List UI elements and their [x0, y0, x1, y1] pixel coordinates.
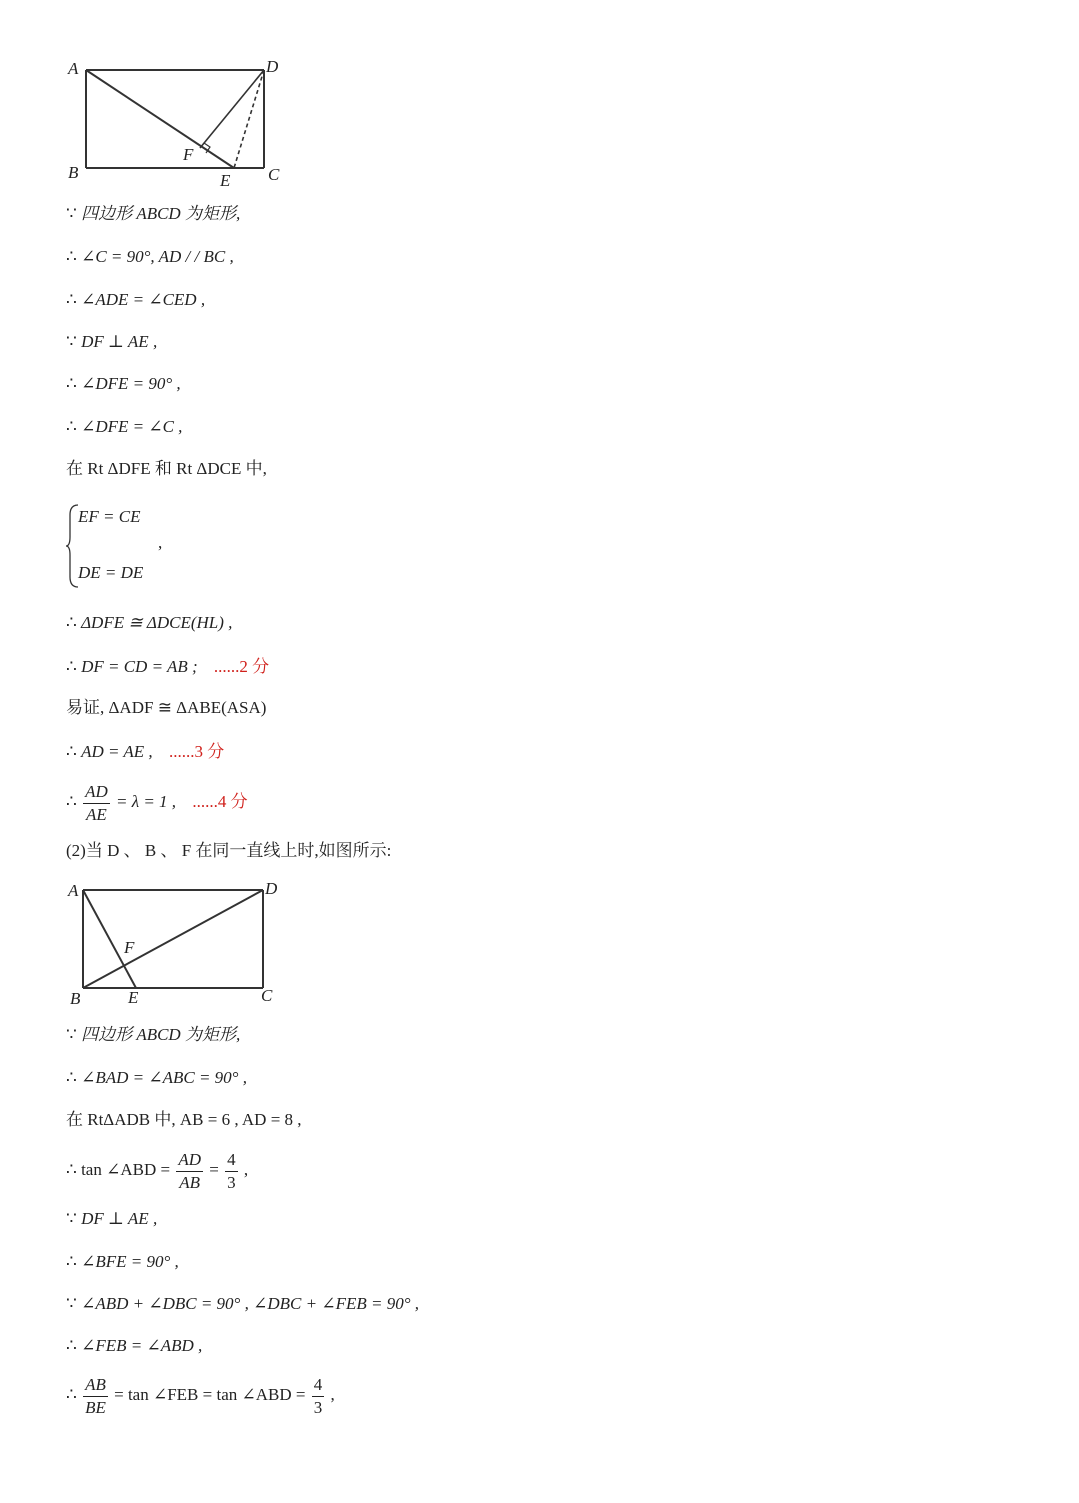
score-note: ......3 分 — [168, 742, 225, 761]
numerator: 4 — [225, 1149, 238, 1172]
because-symbol: ∵ — [66, 1294, 77, 1313]
statement: AD = AE , — [81, 742, 153, 761]
denominator: AB — [179, 1172, 201, 1192]
label-d: D — [265, 879, 278, 898]
segment-df — [200, 70, 264, 148]
therefore-symbol: ∴ — [66, 742, 77, 761]
system-comma: , — [158, 533, 163, 552]
therefore-symbol: ∴ — [66, 657, 77, 676]
because-symbol: ∵ — [66, 1209, 77, 1228]
proof2-line-1 — [66, 1022, 240, 1048]
rectangle-abcd — [86, 70, 264, 168]
proof2-line-3 — [66, 1107, 302, 1133]
proof1-line-10 — [66, 695, 266, 721]
proof1-line-1 — [66, 201, 240, 227]
therefore-symbol: ∴ — [66, 792, 77, 811]
statement: 易证, ΔADF ≅ ΔABE(ASA) — [66, 698, 267, 717]
label-e: E — [128, 988, 139, 1007]
therefore-symbol: ∴ — [66, 1252, 77, 1271]
statement: ∠ABD + ∠DBC = 90° , ∠DBC + ∠FEB = 90° , — [81, 1294, 419, 1313]
proof2-line-7 — [66, 1291, 419, 1317]
equals-sign: = — [209, 1160, 219, 1179]
label-c: C — [268, 165, 280, 184]
proof1-line-5 — [66, 371, 181, 397]
fraction-4-3 — [225, 1149, 238, 1194]
numerator: AD — [176, 1149, 203, 1172]
proof1-line-6 — [66, 414, 182, 440]
statement: ∠DFE = ∠C , — [81, 417, 183, 436]
comma: , — [243, 1160, 249, 1179]
segment-ae — [86, 70, 234, 168]
proof1-line-12 — [66, 775, 248, 829]
proof1-line-7 — [66, 456, 267, 482]
label-d: D — [266, 57, 279, 76]
therefore-symbol: ∴ — [66, 374, 77, 393]
label-f: F — [183, 145, 194, 164]
statement: 在 Rt ΔDFE 和 Rt ΔDCE 中, — [66, 459, 267, 478]
numerator: 4 — [312, 1374, 325, 1397]
statement: ∠BAD = ∠ABC = 90° , — [81, 1068, 247, 1087]
comma: , — [330, 1385, 335, 1404]
statement: ∠ADE = ∠CED , — [81, 290, 206, 309]
proof1-line-9 — [66, 654, 269, 680]
because-symbol: ∵ — [66, 1025, 77, 1044]
fraction-ab-be — [83, 1374, 108, 1419]
label-e: E — [220, 171, 231, 190]
proof1-line-8 — [66, 610, 232, 636]
therefore-symbol: ∴ — [66, 247, 77, 266]
proof2-line-5 — [66, 1206, 157, 1232]
proof1-line-4 — [66, 329, 157, 355]
therefore-symbol: ∴ — [66, 1068, 77, 1087]
statement: 四边形 ABCD 为矩形, — [81, 1025, 241, 1044]
part2-heading: (2)当 D 、 B 、 F 在同一直线上时,如图所示: — [66, 841, 392, 860]
because-symbol: ∵ — [66, 204, 77, 223]
label-b: B — [68, 163, 79, 182]
statement: ∠C = 90°, AD / / BC , — [81, 247, 234, 266]
figure-2 — [0, 874, 320, 1014]
statement: DF ⊥ AE , — [81, 332, 158, 351]
numerator: AD — [83, 781, 110, 804]
denominator: 3 — [313, 1397, 323, 1417]
label-f: F — [124, 938, 135, 957]
statement: ∠BFE = 90° , — [81, 1252, 179, 1271]
proof2-line-9 — [66, 1368, 335, 1422]
numerator: AB — [83, 1374, 108, 1397]
proof2-line-8 — [66, 1333, 202, 1359]
score-note: ......4 分 — [192, 792, 248, 811]
fraction-4-3 — [312, 1374, 325, 1419]
therefore-symbol: ∴ — [66, 1336, 77, 1355]
statement: tan ∠ABD = — [81, 1160, 171, 1179]
fraction-ad-ae — [83, 781, 110, 826]
therefore-symbol: ∴ — [66, 1385, 77, 1404]
because-symbol: ∵ — [66, 332, 77, 351]
therefore-symbol: ∴ — [66, 613, 77, 632]
statement: ∠DFE = 90° , — [81, 374, 181, 393]
proof2-line-4 — [66, 1143, 248, 1197]
system-row-1: EF = CE — [78, 507, 141, 526]
therefore-symbol: ∴ — [66, 290, 77, 309]
statement: ΔDFE ≅ ΔDCE(HL) , — [81, 613, 233, 632]
label-c: C — [261, 986, 273, 1005]
statement: ∠FEB = ∠ABD , — [81, 1336, 203, 1355]
statement: 在 RtΔADB 中, AB = 6 , AD = 8 , — [66, 1110, 302, 1129]
fraction-ad-ab — [176, 1149, 203, 1194]
proof1-line-2 — [66, 244, 234, 270]
statement: DF = CD = AB ; — [81, 657, 198, 676]
therefore-symbol: ∴ — [66, 1160, 77, 1179]
proof1-line-3 — [66, 287, 205, 313]
label-b: B — [70, 989, 81, 1008]
denominator: AE — [86, 804, 107, 824]
statement: = λ = 1 , — [116, 792, 177, 811]
proof2-line-2 — [66, 1065, 247, 1091]
label-a: A — [68, 59, 79, 78]
system-row-2: DE = DE — [78, 563, 144, 582]
figure-1 — [0, 52, 320, 192]
statement: = tan ∠FEB = tan ∠ABD = — [114, 1385, 306, 1404]
statement: 四边形 ABCD 为矩形, — [81, 204, 241, 223]
label-a: A — [68, 881, 79, 900]
equation-system — [66, 503, 206, 589]
therefore-symbol: ∴ — [66, 417, 77, 436]
denominator: 3 — [227, 1172, 236, 1192]
proof1-line-11 — [66, 739, 224, 765]
score-note: ......2 分 — [213, 657, 270, 676]
statement: DF ⊥ AE , — [81, 1209, 158, 1228]
segment-de-dashed — [234, 70, 264, 168]
denominator: BE — [85, 1397, 106, 1417]
proof2-line-6 — [66, 1249, 179, 1275]
